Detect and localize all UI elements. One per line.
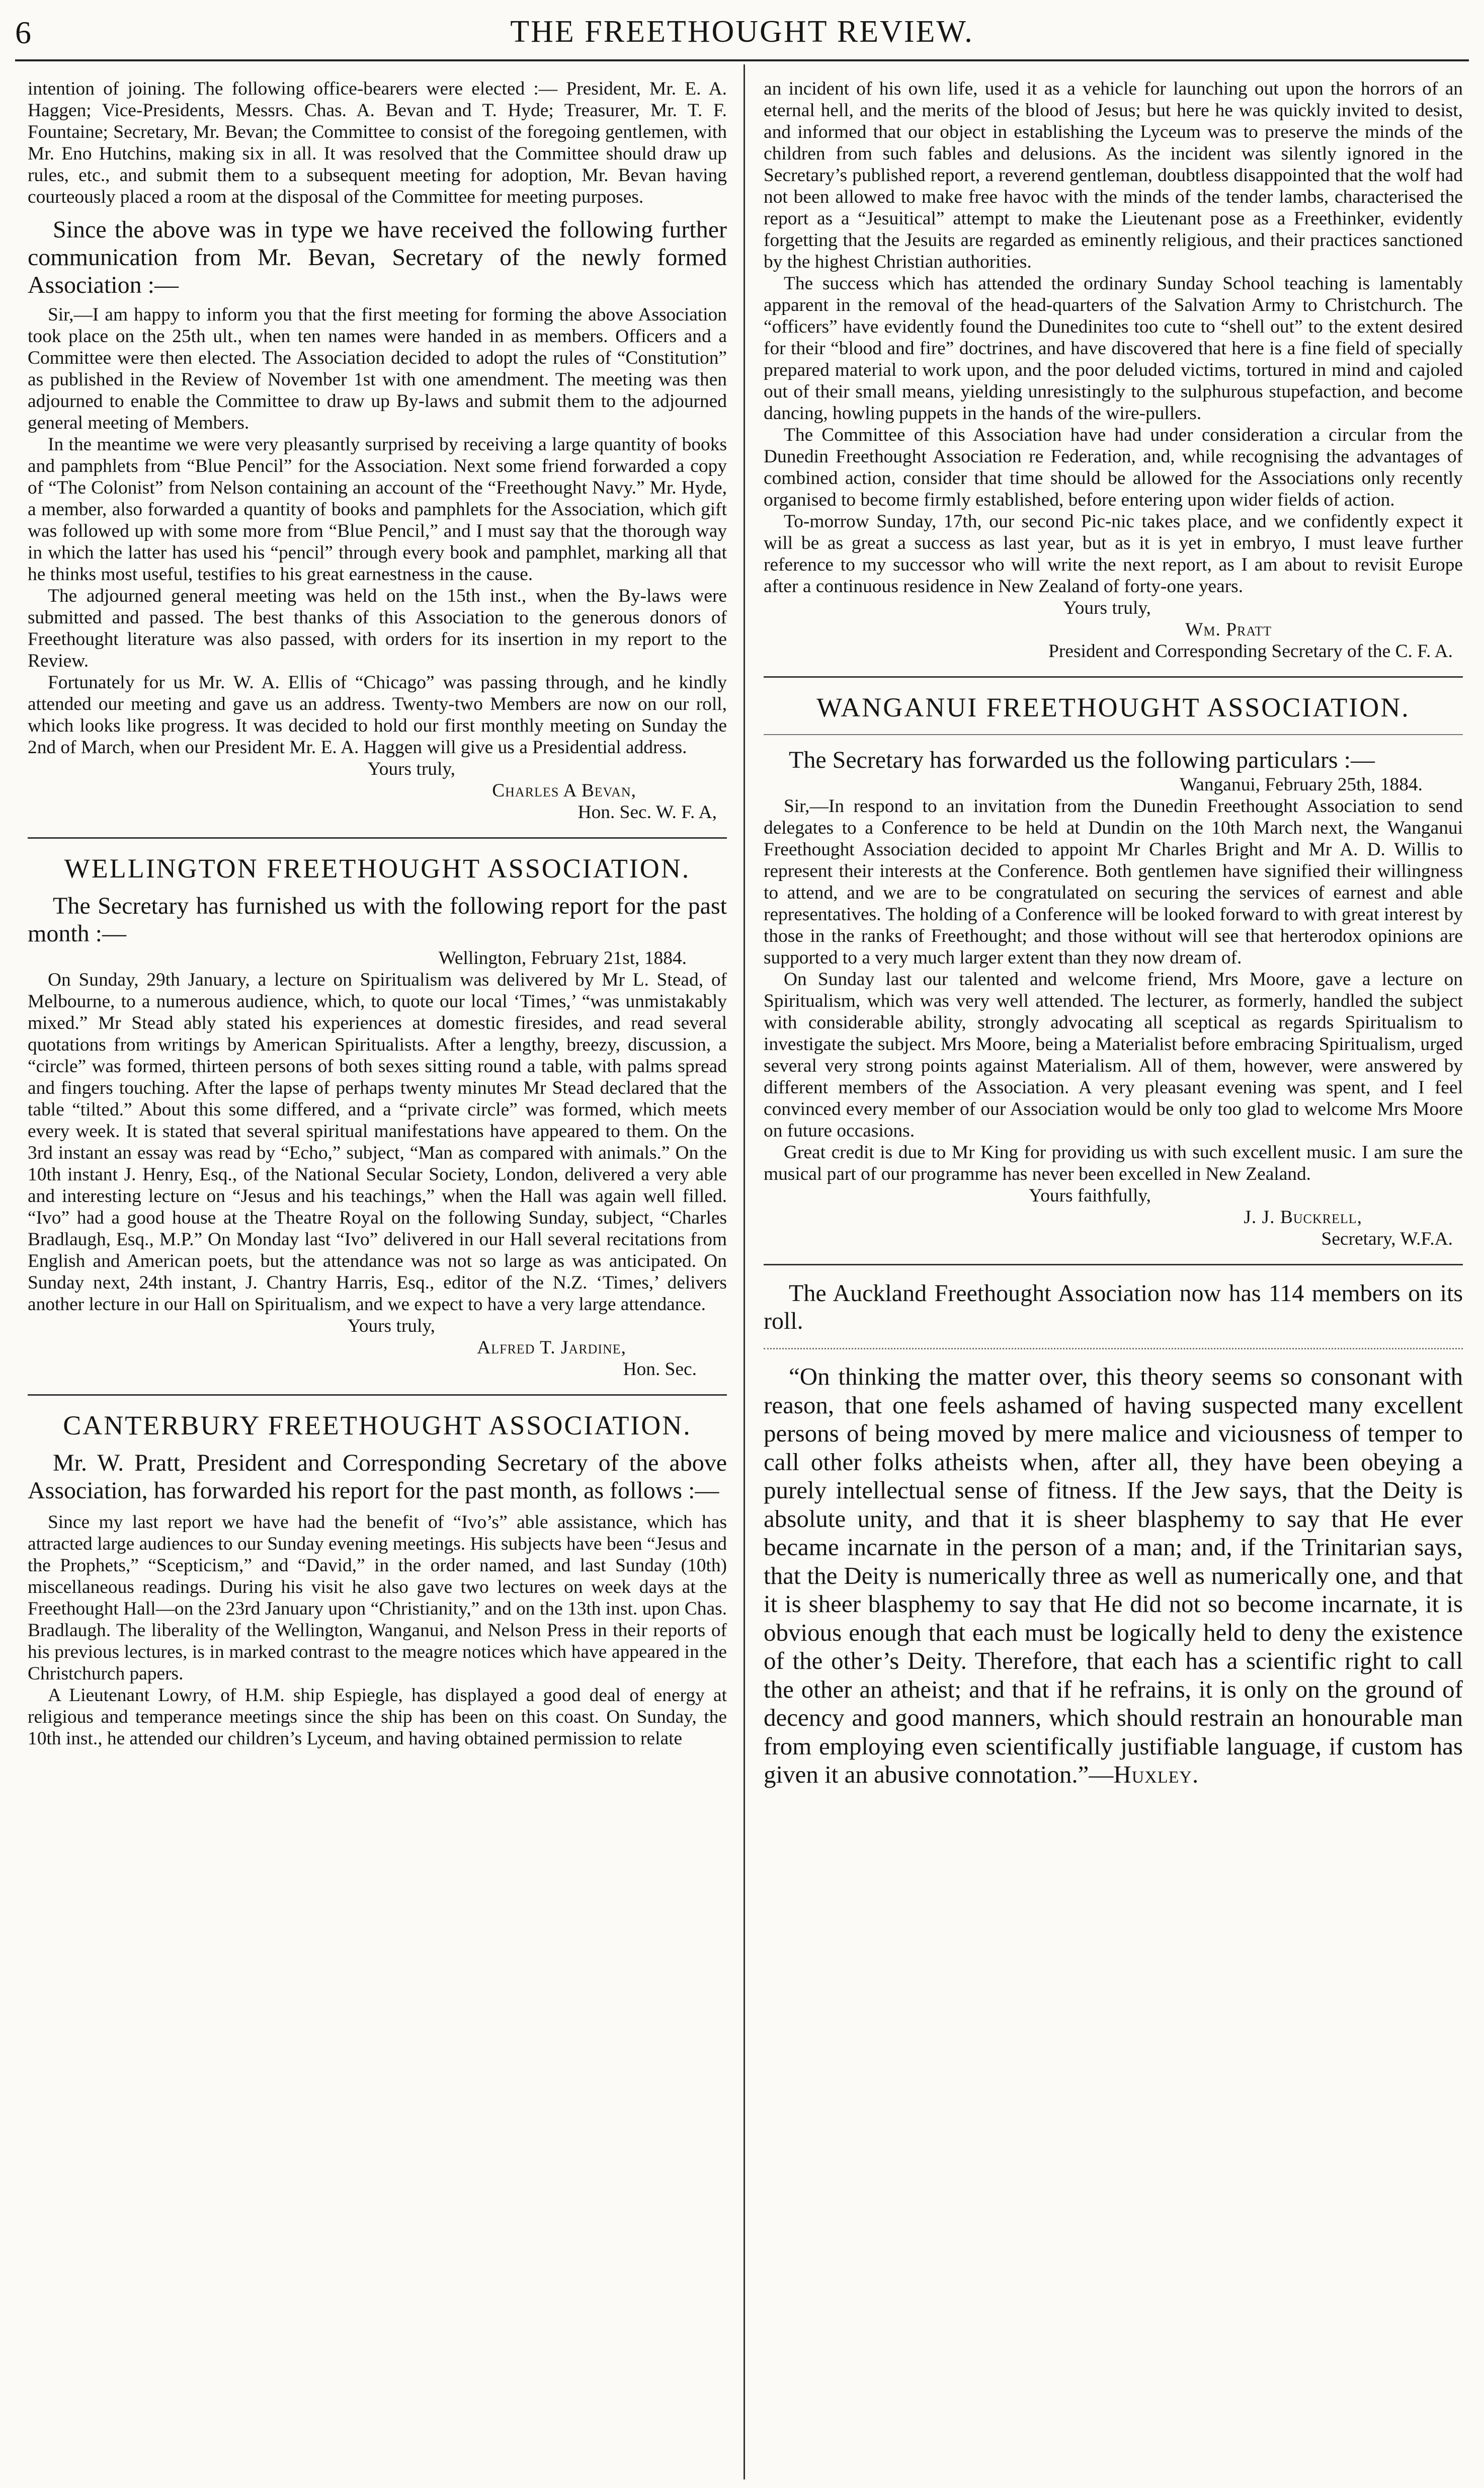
letter-closing: Yours truly, (347, 1316, 435, 1336)
canterbury-lead: Mr. W. Pratt, President and Corresponding Secretary of the above Association, has forwarded his report for the past month, as follows :— (28, 1450, 727, 1504)
header-rule (15, 59, 1469, 61)
signature-name: Wm. Pratt (1185, 619, 1272, 640)
quote-author: Huxley. (1113, 1760, 1199, 1788)
report-paragraph: Since my last report we have had the benefit of “Ivo’s” able assistance, which has attracted large audiences to our Sunday evening meetings. His subjects have been “Jesus and the Prophets,” “Scepticism,” and “David,” in the order named, and last Sunday (10th) miscellaneous readings. During his visit he also gave two lectures on week days at the Freethought Hall—on the 23rd January upon “Christianity,” and on the 13th inst. upon Chas. Bradlaugh. The liberality of the Wellington, Wanganui, and Nelson Press in their reports of his previous lectures, is in marked contrast to the meagre notices which have appeared in the Christchurch papers. (28, 1512, 727, 1684)
wellington-lead: The Secretary has furnished us with the following report for the past month :— (28, 893, 727, 947)
report-paragraph: Great credit is due to Mr King for providing us with such excellent music. I am sure the musical part of our programme has never been excelled in New Zealand. (764, 1142, 1463, 1184)
letter-closing: Yours faithfully, (1028, 1185, 1151, 1206)
heading-underline (764, 734, 1463, 735)
quote-text: “On thinking the matter over, this theory seems so consonant with reason, that one feels ashamed of having suspected many excellent persons of being moved by mere malice and viciousness of temper to call other folks atheists when, after all, they have been obeying a purely intellectual sense of fitness. If the Jew says, that the Deity is absolute unity, and that it is sheer blasphemy to say that He ever became incarnate in the person of a man; and, if the Trinitarian says, that the Deity is numerically three as well as numerically one, and that it is sheer blasphemy to say that He did not so become incarnate, it is obvious enough that each must be logically held to deny the existence of the other’s Deity. Therefore, that each has a scientific right to call the other an atheist; and that if he refrains, it is only on the ground of decency and good manners, which should restrain an honourable man from employing even scientifically justifiable language, if custom has given it an abusive connotation.”— (764, 1362, 1463, 1788)
signature-title: Secretary, W.F.A. (1321, 1229, 1453, 1249)
letter-closing: Yours truly, (1063, 598, 1151, 618)
left-column (28, 78, 727, 1749)
signature-title: Hon. Sec. (623, 1359, 697, 1380)
section-rule (28, 837, 727, 839)
right-column (764, 78, 1463, 1789)
report-paragraph: Sir,—In respond to an invitation from the Dunedin Freethought Association to send delegates to a Conference to be held at Dundin on the 10th March next, the Wanganui Freethought Association decided to appoint Mr Charles Bright and Mr A. D. Willis to represent their interests at the Conference. Both gentlemen have signified their willingness to attend, and we are to be congratulated on securing the services of earnest and able representatives. The holding of a Conference will be looked forward to with great interest by those in the ranks of Freethought; and those without will see that herterodox opinions are supported to a very much larger extent than they now dream of. (764, 796, 1463, 968)
letter-paragraph: The adjourned general meeting was held on the 15th inst., when the By-laws were submitted and passed. The best thanks of this Association to the generous donors of Freethought literature was also passed, with orders for its insertion in my report to the Review. (28, 586, 727, 671)
wanganui-heading: WANGANUI FREETHOUGHT ASSOCIATION. (816, 692, 1410, 723)
report-paragraph: The success which has attended the ordinary Sunday School teaching is lamentably apparent in the removal of the head-quarters of the Salvation Army to Christchurch. The “officers” have evidently found the Dunedinites too cute to “shell out” to the extent desired for their “blood and fire” doctrines, and have discovered that here is a fine field of specially prepared material to work upon, and the poor deluded victims, tortured in mind and cajoled out of their small means, yielding unresistingly to the sulphurous stupefaction, and become dancing, howling puppets in the hands of the wire-pullers. (764, 273, 1463, 424)
section-rule (28, 1394, 727, 1396)
letter-paragraph: Fortunately for us Mr. W. A. Ellis of “Chicago” was passing through, and he kindly attended our meeting and gave us an address. Twenty-two Members are now on our roll, which looks like progress. It was decided to hold our first monthly meeting on Sunday the 2nd of March, when our President Mr. E. A. Haggen will give us a Presidential address. (28, 672, 727, 758)
report-paragraph: To-morrow Sunday, 17th, our second Pic-nic takes place, and we confidently expect it will be as great a success as last year, but as it is yet in embryo, I must leave further reference to my successor who will write the next report, as I am about to revisit Europe after a continuous residence in New Zealand of forty-one years. (764, 511, 1463, 597)
report-paragraph: On Sunday last our talented and welcome friend, Mrs Moore, gave a lecture on Spiritualism, which was very well attended. The lecturer, as formerly, handled the subject with considerable ability, strongly advocating all sceptical as regards Spiritualism to investigate the subject. Mrs Moore, being a Materialist before embracing Spiritualism, urged several very strong points against Materialism. All of them, however, were answered by different members of the Association. A very pleasant evening was spent, and I feel convinced every member of our Association would be only too glad to welcome Mrs Moore on future occasions. (764, 969, 1463, 1141)
signature-name: Alfred T. Jardine, (477, 1337, 626, 1358)
report-paragraph: an incident of his own life, used it as a vehicle for launching out upon the horrors of an eternal hell, and the merits of the blood of Jesus; but here he was quickly invited to desist, and informed that our object in establishing the Lyceum was to preserve the minds of the children from such fables and delusions. As the incident was silently ignored in the Secretary’s published report, a reverend gentleman, doubtless disappointed that the wolf had not been allowed to make free havoc with the minds of the tender lambs, characterised the report as a “Jesuitical” attempt to make the Lieutenant pose as a Freethinker, evidently forgetting that the Jesuits are regarded as eminently religious, and their practices sanctioned by the highest Christian authorities. (764, 78, 1463, 272)
intro-paragraph: intention of joining. The following office-bearers were elected :— President, Mr. E. A. Haggen; Vice-Presidents, Messrs. Chas. A. Bevan and T. Hyde; Treasurer, Mr. T. F. Fountaine; Secretary, Mr. Bevan; the Committee to consist of the foregoing gentlemen, with Mr. Eno Hutchins, making six in all. It was resolved that the Committee should draw up rules, etc., and submit them to a subsequent meeting for adoption, Mr. Bevan having courteously placed a room at the disposal of the Committee for meeting purposes. (28, 78, 727, 207)
column-divider (744, 64, 745, 2479)
letter-paragraph: Sir,—I am happy to inform you that the first meeting for forming the above Association took place on the 25th ult., when ten names were handed in as members. Officers and a Committee were then elected. The Association decided to adopt the rules of “Constitution” as published in the Review of November 1st with one amendment. The meeting was then adjourned to enable the Committee to draw up By-laws and submit them to the adjourned general meeting of Members. (28, 304, 727, 433)
canterbury-report (28, 1511, 727, 1749)
page-number: 6 (15, 15, 31, 50)
dotted-rule (764, 1348, 1463, 1349)
section-rule (764, 1264, 1463, 1265)
wellington-date: Wellington, February 21st, 1884. (438, 948, 687, 969)
page-header (15, 9, 1469, 64)
running-title: THE FREETHOUGHT REVIEW. (510, 15, 974, 49)
letter-closing: Yours truly, (367, 759, 455, 779)
wanganui-lead: The Secretary has forwarded us the following particulars :— (789, 747, 1375, 773)
huxley-quote (764, 1362, 1463, 1789)
section-rule (764, 676, 1463, 678)
signature-name: J. J. Buckrell, (1244, 1207, 1362, 1228)
canterbury-heading: CANTERBURY FREETHOUGHT ASSOCIATION. (63, 1410, 692, 1440)
signature-title: Hon. Sec. W. F. A, (578, 802, 717, 823)
report-paragraph: A Lieutenant Lowry, of H.M. ship Espiegle, has displayed a good deal of energy at religious and temperance meetings since the ship has been on this coast. On Sunday, the 10th inst., he attended our children’s Lyceum, and having obtained permission to relate (28, 1685, 727, 1749)
wellington-heading: WELLINGTON FREETHOUGHT ASSOCIATION. (64, 853, 691, 884)
wanganui-date: Wanganui, February 25th, 1884. (1180, 774, 1423, 795)
bevan-letter (28, 304, 727, 758)
signature-name: Charles A Bevan, (492, 780, 636, 801)
report-paragraph: The Committee of this Association have had under consideration a circular from the Dunedin Freethought Association re Federation, and, while recognising the advantages of combined action, consider that time should be allowed for the Associations only recently organised to become firmly established, before entering upon wider fields of action. (764, 425, 1463, 510)
bevan-lead: Since the above was in type we have received the following further communication from Mr. Bevan, Secretary of the newly formed Association :— (28, 216, 727, 298)
letter-paragraph: In the meantime we were very pleasantly surprised by receiving a large quantity of books and pamphlets from “Blue Pencil” for the Association. Next some friend forwarded a copy of “The Colonist” from Nelson containing an account of the “Freethought Navy.” Mr. Hyde, a member, also forwarded a quantity of books and pamphlets for the Association, which gift was followed up with some more from “Blue Pencil,” and I must say that the thorough way in which the latter has used his “pencil” through every book and pamphlet, marking all that he thinks most useful, testifies to his great earnestness in the cause. (28, 434, 727, 585)
auckland-note: The Auckland Freethought Association now has 114 members on its roll. (764, 1280, 1463, 1334)
wellington-report: On Sunday, 29th January, a lecture on Spiritualism was delivered by Mr L. Stead, of Melbourne, to a numerous audience, which, to quote our local ‘Times,’ “was unmistakably mixed.” Mr Stead ably stated his experiences at domestic firesides, and read several quotations from writings by American Spiritualists. After a lengthy, breezy, discussion, a “circle” was formed, thirteen persons of both sexes sitting round a table, with palms spread and fingers touching. After the lapse of perhaps twenty minutes Mr Stead declared that the table “tilted.” About this some differed, and a “private circle” was formed, which meets every week. It is stated that several spiritual manifestations have appeared to them. On the 3rd instant an essay was read by “Echo,” subject, “Man as compared with animals.” On the 10th instant J. Henry, Esq., of the National Secular Society, London, delivered a very able and interesting lecture on “Jesus and his teachings,” when the Hall was again well filled. “Ivo” had a good house at the Theatre Royal on the following Sunday, subject, “Charles Bradlaugh, Esq., M.P.” On Monday last “Ivo” delivered in our Hall several recitations from English and American poets, but the attendance was not so large as was anticipated. On Sunday next, 24th instant, J. Chantry Harris, Esq., editor of the N.Z. ‘Times,’ delivers another lecture in our Hall on Spiritualism, and we expect to have a very large attendance. (28, 970, 727, 1315)
signature-title: President and Corresponding Secretary of the C. F. A. (1048, 641, 1453, 662)
